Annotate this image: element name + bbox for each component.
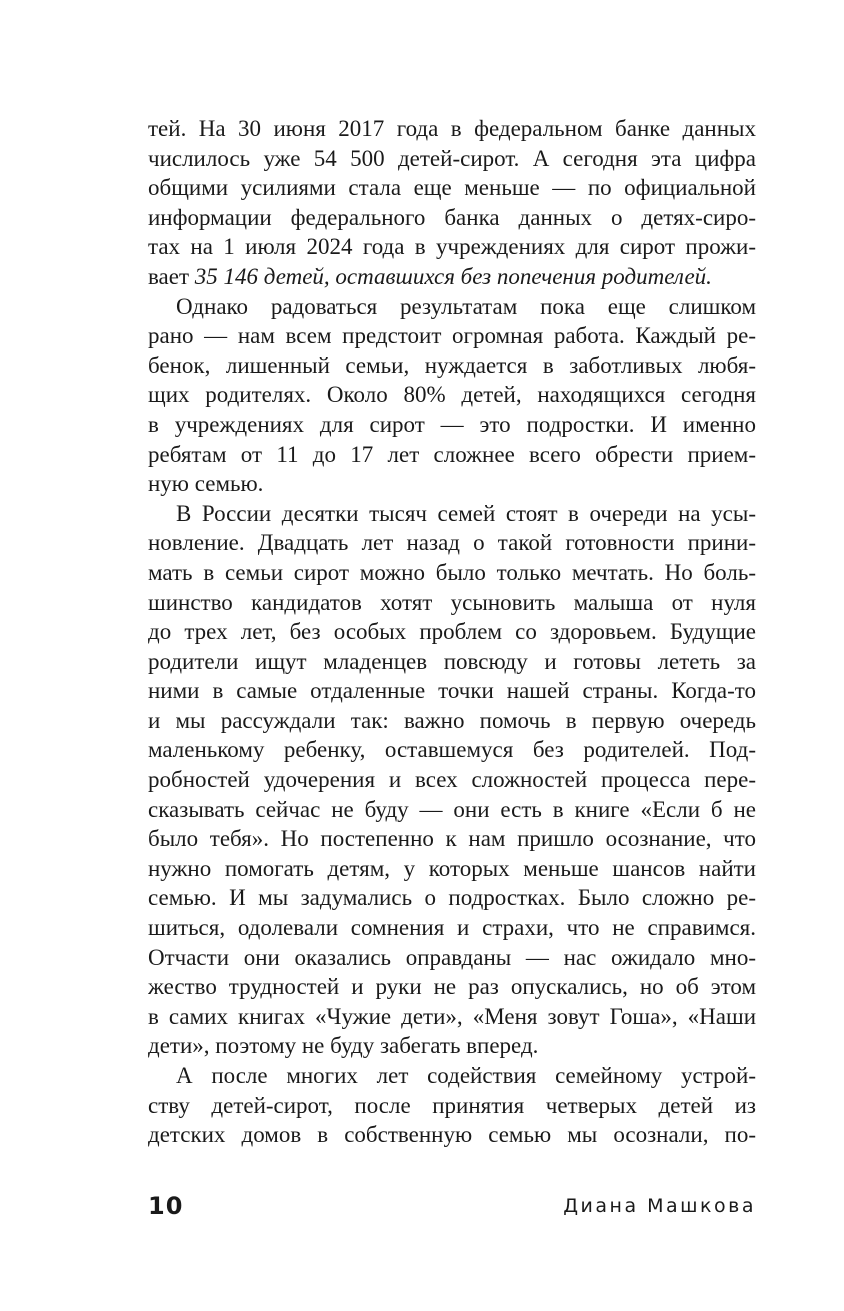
- text-fragment: вает: [148, 263, 195, 289]
- text-line: числилось уже 54 500 детей-сирот. А сегодня эта цифра: [148, 145, 756, 171]
- text-line: Отчасти они оказались оправданы — нас ожидало мно-: [148, 944, 756, 970]
- body-text: [148, 114, 756, 1150]
- paragraph-first-line: А после многих лет содействия семейному устрой-: [176, 1063, 756, 1088]
- italic-emphasis: 35 146 детей, оставшихся без попечения родителей.: [194, 263, 712, 289]
- text-line: шинство кандидатов хотят усыновить малыша от нуля: [148, 589, 756, 615]
- text-line: общими усилиями стала еще меньше — по официальной: [148, 175, 756, 201]
- text-line: в самих книгах «Чужие дети», «Меня зовут Гоша», «Наши: [148, 1003, 756, 1029]
- text-line: ную семью.: [148, 471, 264, 497]
- text-line: детских домов в собственную семью мы осознали, по-: [148, 1122, 756, 1148]
- page-number: 10: [148, 1192, 184, 1220]
- text-line: информации федерального банка данных о детях-сиро-: [148, 204, 756, 230]
- text-line: шиться, одолевали сомнения и страхи, что не справимся.: [148, 915, 756, 941]
- paragraph-first-line: В России десятки тысяч семей стоят в очереди на усы-: [176, 500, 756, 526]
- text-line: в учреждениях для сирот — это подростки. И именно: [148, 411, 756, 437]
- text-line: ними в самые отдаленные точки нашей страны. Когда-то: [148, 678, 756, 704]
- text-line: тей. На 30 июня 2017 года в федеральном банке данных: [148, 116, 756, 141]
- text-line: семью. И мы задумались о подростках. Было сложно ре-: [148, 885, 756, 911]
- text-line: нужно помогать детям, у которых меньше шансов найти: [148, 855, 756, 881]
- text-line: было тебя». Но постепенно к нам пришло осознание, что: [148, 826, 756, 852]
- text-line: щих родителях. Около 80% детей, находящихся сегодня: [148, 382, 756, 408]
- text-line: тах на 1 июля 2024 года в учреждениях для сирот прожи-: [148, 234, 756, 260]
- text-line: дети», поэтому не буду забегать вперед.: [148, 1033, 539, 1059]
- author-name: Диана Машкова: [563, 1195, 756, 1217]
- text-line: жество трудностей и руки не раз опускались, но об этом: [148, 974, 756, 1000]
- paragraph-first-line: Однако радоваться результатам пока еще слишком: [176, 293, 756, 319]
- text-line: рано — нам всем предстоит огромная работа. Каждый ре-: [148, 323, 756, 349]
- text-line: и мы рассуждали так: важно помочь в первую очередь: [148, 707, 756, 733]
- text-line: [148, 262, 756, 292]
- text-line: ребятам от 11 до 17 лет сложнее всего обрести прием-: [148, 441, 756, 467]
- text-line: новление. Двадцать лет назад о такой готовности прини-: [148, 530, 756, 556]
- text-line: родители ищут младенцев повсюду и готовы лететь за: [148, 648, 756, 674]
- page-footer: [148, 1192, 756, 1224]
- text-line: ству детей-сирот, после принятия четверых детей из: [148, 1092, 756, 1118]
- text-line: робностей удочерения и всех сложностей процесса пере-: [148, 767, 756, 793]
- text-line: сказывать сейчас не буду — они есть в книге «Если б не: [148, 796, 756, 822]
- text-line: до трех лет, без особых проблем со здоровьем. Будущие: [148, 619, 756, 645]
- text-line: мать в семьи сирот можно было только мечтать. Но боль-: [148, 559, 756, 585]
- text-line: маленькому ребенку, оставшемуся без родителей. Под-: [148, 737, 756, 763]
- text-line: бенок, лишенный семьи, нуждается в заботливых любя-: [148, 352, 756, 378]
